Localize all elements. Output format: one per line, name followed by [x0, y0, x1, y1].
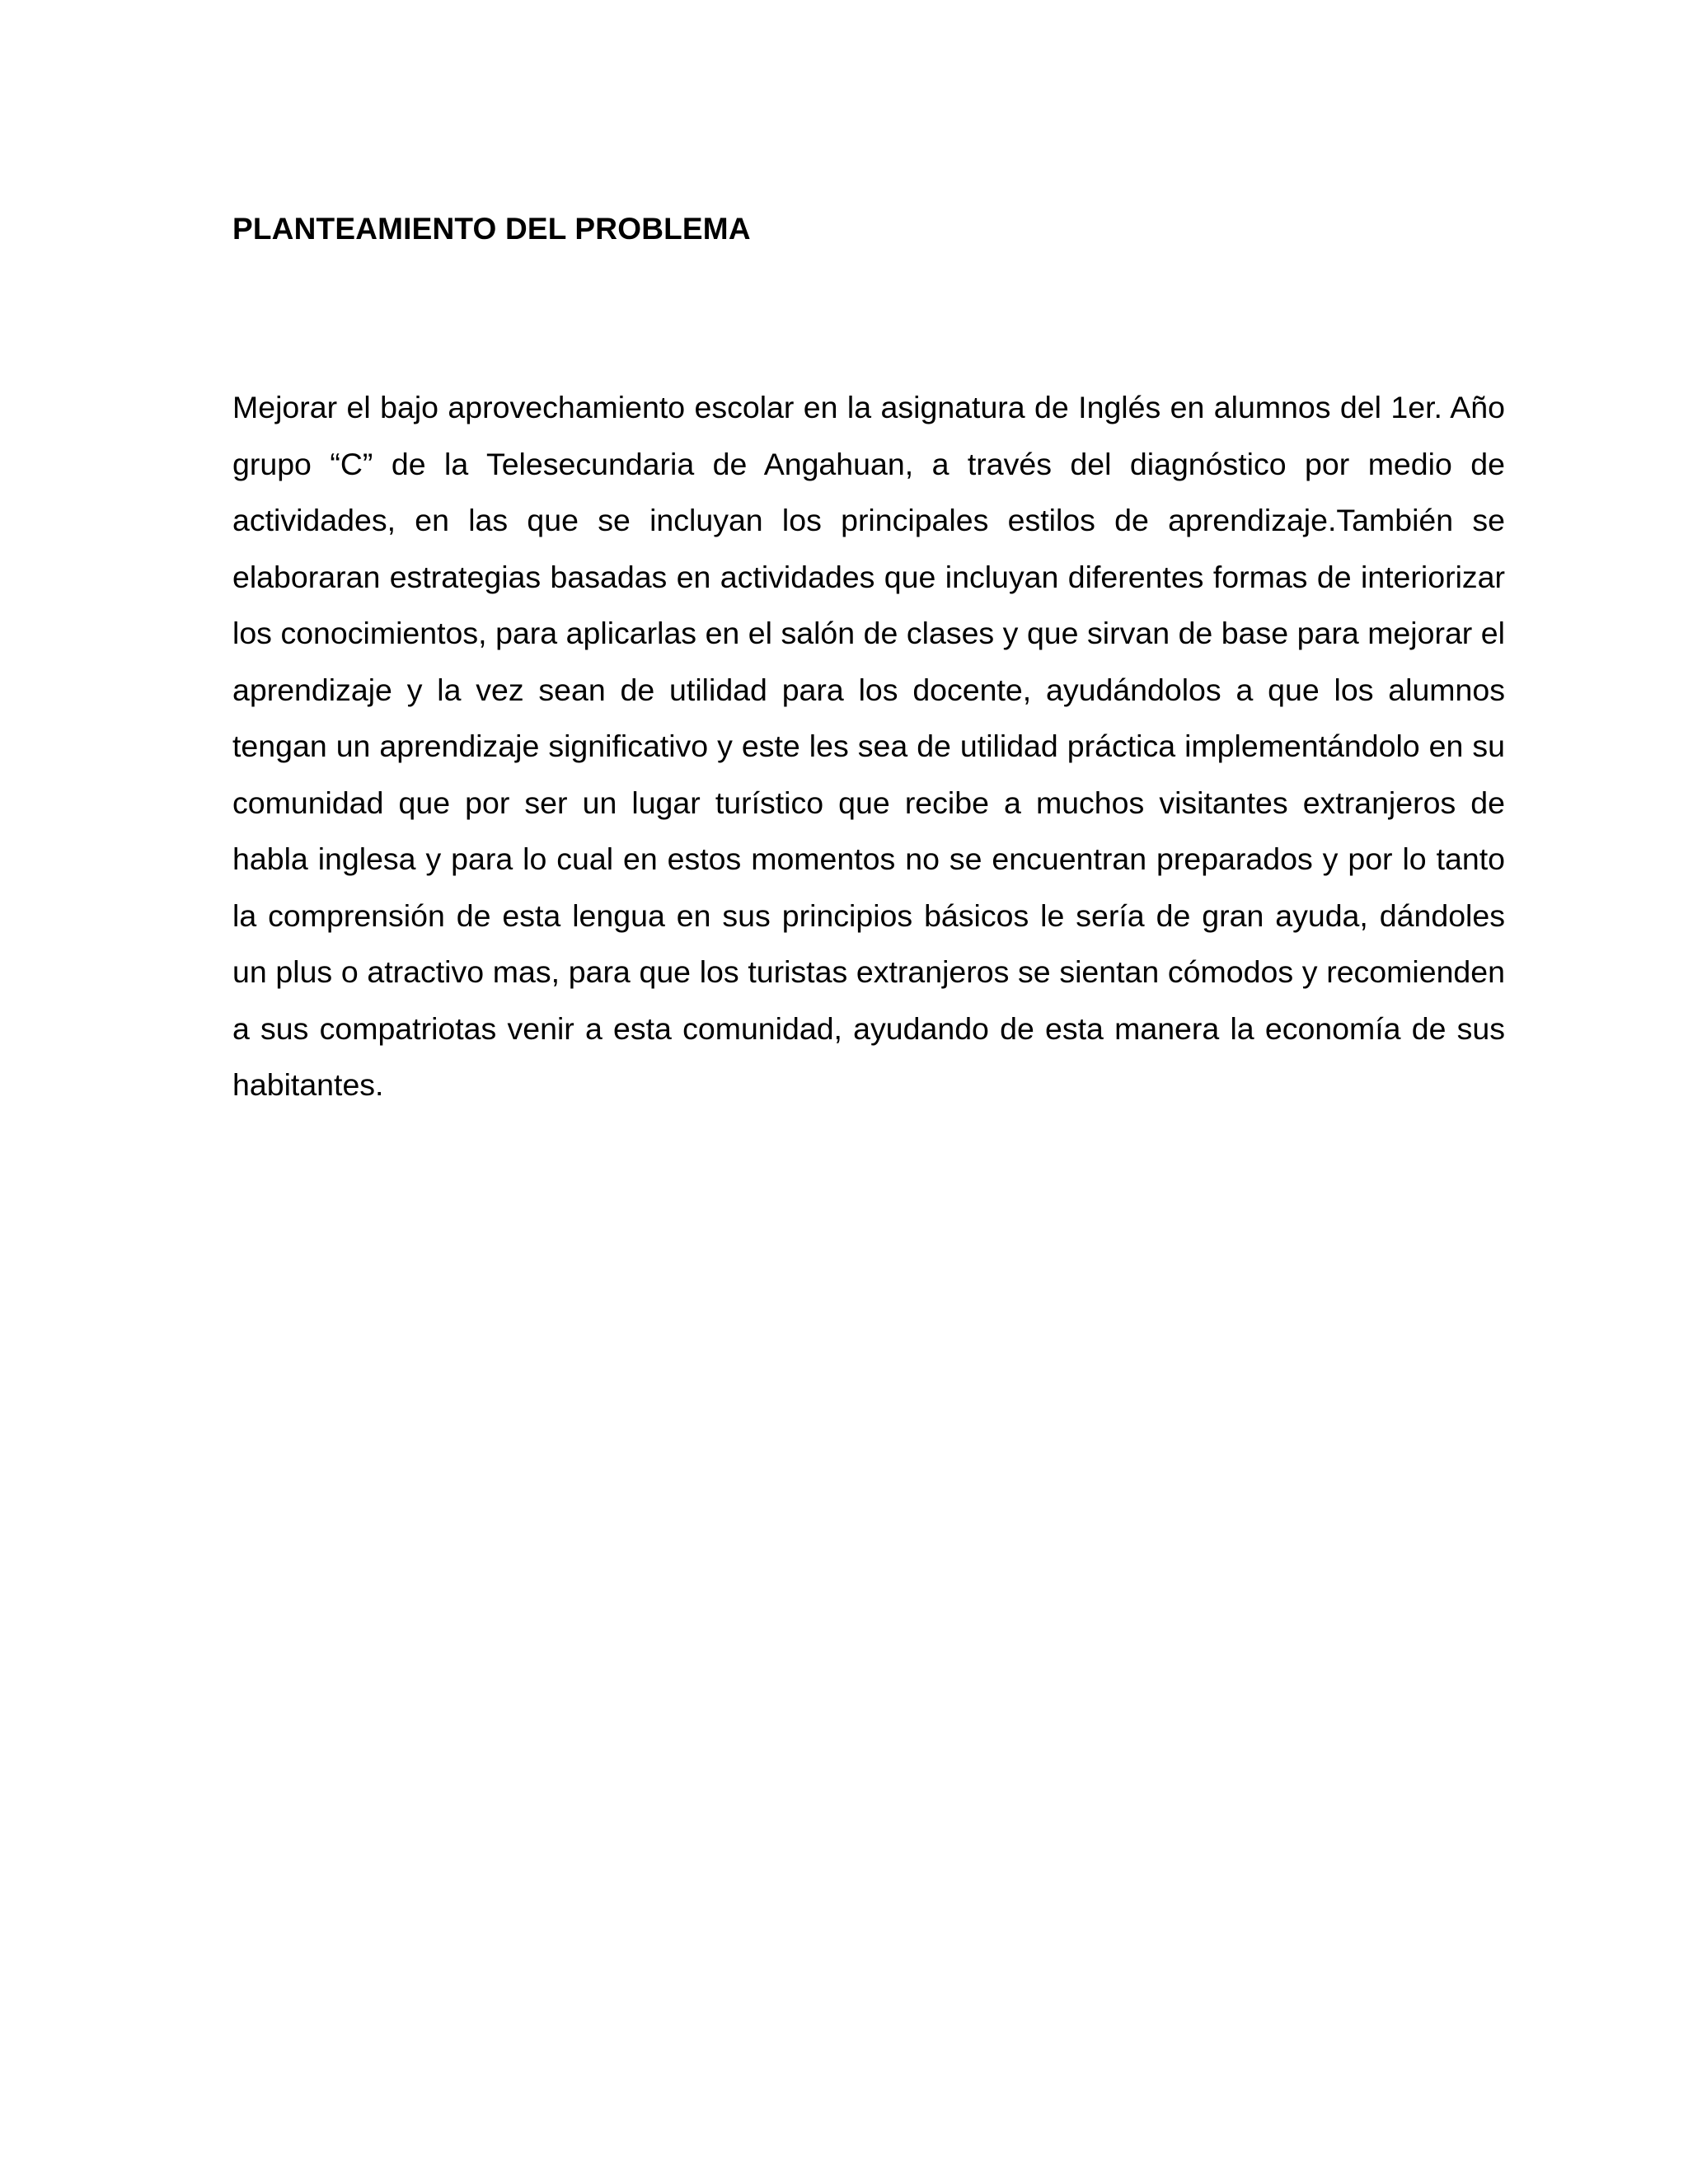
body-paragraph: Mejorar el bajo aprovechamiento escolar en la asignatura de Inglés en alumnos del 1er. Año grupo “C” de la Telesecundaria de Angahuan, a través del diagnóstico por medio de actividades, en las que se incluyan los principales estilos de aprendizaje.También se elaboraran estrategias basadas en actividades que incluyan diferentes formas de interiorizar los conocimientos, para aplicarlas en el salón de clases y que sirvan de base para mejorar el aprendizaje y la vez sean de utilidad para los docente, ayudándolos a que los alumnos tengan un aprendizaje significativo y este les sea de utilidad práctica implementándolo en su comunidad que por ser un lugar turístico que recibe a muchos visitantes extranjeros de habla inglesa y para lo cual en estos momentos no se encuentran preparados y por lo tanto la comprensión de esta lengua en sus principios básicos le sería de gran ayuda, dándoles un plus o atractivo mas, para que los turistas extranjeros se sientan cómodos y recomienden a sus compatriotas venir a esta comunidad, ayudando de esta manera la economía de sus habitantes.	[232, 390, 1505, 1102]
page-title: PLANTEAMIENTO DEL PROBLEMA	[232, 212, 751, 246]
